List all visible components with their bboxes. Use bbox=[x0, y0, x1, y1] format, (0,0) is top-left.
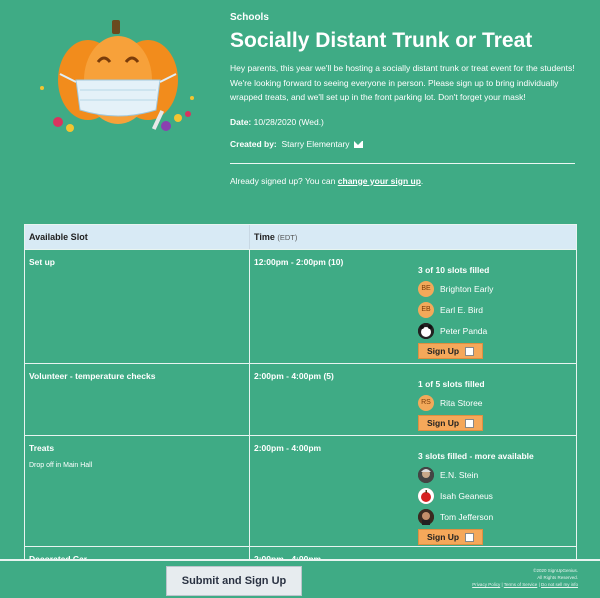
legal-info bbox=[472, 567, 578, 588]
table-row bbox=[25, 364, 576, 436]
person-name: Peter Panda bbox=[440, 325, 488, 336]
event-creator bbox=[230, 139, 575, 149]
avatar: RS bbox=[418, 395, 434, 411]
signup-slots-table bbox=[24, 224, 577, 589]
table-row bbox=[25, 250, 576, 364]
list-item bbox=[418, 278, 573, 299]
sign-up-label: Sign Up bbox=[427, 346, 460, 356]
person-name: Brighton Early bbox=[440, 283, 494, 294]
slots-filled: 1 of 5 slots filled bbox=[418, 379, 485, 389]
column-header-slot: Available Slot bbox=[25, 225, 250, 249]
person-name: Earl E. Bird bbox=[440, 304, 483, 315]
legal-links: Privacy Policy | Terms of Service | Do not sell my info bbox=[472, 582, 578, 587]
terms-of-service-link[interactable]: Terms of Service bbox=[503, 582, 538, 587]
slot-time-cell bbox=[250, 250, 576, 363]
already-text: Already signed up? You can bbox=[230, 175, 336, 186]
slot-time-cell bbox=[250, 364, 576, 435]
person-name: E.N. Stein bbox=[440, 469, 479, 480]
submit-and-sign-up-button[interactable]: Submit and Sign Up bbox=[166, 566, 302, 596]
time-zone: (EDT) bbox=[277, 233, 298, 242]
slot-time: 2:00pm - 4:00pm bbox=[254, 443, 322, 453]
slot-name: Treats bbox=[29, 443, 55, 453]
event-date bbox=[230, 117, 575, 127]
divider bbox=[230, 163, 575, 164]
date-value: 10/28/2020 (Wed.) bbox=[253, 116, 324, 127]
slot-name: Set up bbox=[25, 250, 250, 363]
slot-signups bbox=[418, 265, 573, 359]
list-item bbox=[418, 299, 573, 320]
apple-avatar-icon bbox=[418, 488, 434, 504]
slot-signups bbox=[418, 379, 573, 431]
slot-time-cell bbox=[250, 436, 576, 546]
jefferson-avatar-icon bbox=[418, 509, 434, 525]
person-name: Rita Storee bbox=[440, 397, 483, 408]
sign-up-button[interactable] bbox=[418, 529, 483, 545]
event-info bbox=[230, 10, 575, 186]
person-name: Isah Geaneus bbox=[440, 490, 493, 501]
event-header bbox=[0, 0, 600, 225]
avatar: BE bbox=[418, 281, 434, 297]
sign-up-button[interactable] bbox=[418, 415, 483, 431]
person-name: Tom Jefferson bbox=[440, 511, 494, 522]
footer-bar bbox=[0, 559, 600, 598]
created-by-label: Created by: bbox=[230, 138, 277, 149]
slot-name: Volunteer - temperature checks bbox=[25, 364, 250, 435]
list-item bbox=[418, 485, 573, 506]
change-signup-link[interactable]: change your sign up bbox=[337, 175, 421, 186]
column-header-time bbox=[250, 225, 301, 249]
date-label: Date: bbox=[230, 116, 252, 127]
avatar: EB bbox=[418, 302, 434, 318]
event-category: Schools bbox=[230, 12, 269, 23]
event-title: Socially Distant Trunk or Treat bbox=[230, 29, 533, 52]
list-item bbox=[418, 392, 573, 413]
list-item bbox=[418, 506, 573, 527]
sign-up-checkbox[interactable] bbox=[465, 347, 474, 356]
already-signed-up bbox=[230, 176, 575, 186]
copyright: ©2020 SignUpGenius. bbox=[533, 568, 578, 573]
mail-icon[interactable] bbox=[354, 141, 363, 148]
slot-note: Drop off in Main Hall bbox=[29, 462, 93, 469]
panda-avatar-icon bbox=[418, 323, 434, 339]
time-header-label: Time bbox=[254, 232, 275, 242]
pumpkin-mask-illustration bbox=[28, 18, 208, 148]
do-not-sell-link[interactable]: Do not sell my info bbox=[540, 582, 578, 587]
creator-name: Starry Elementary bbox=[281, 138, 350, 149]
slots-filled: 3 slots filled - more available bbox=[418, 451, 534, 461]
sign-up-label: Sign Up bbox=[427, 532, 460, 542]
table-row bbox=[25, 436, 576, 547]
table-header bbox=[25, 225, 576, 250]
slot-signups bbox=[418, 451, 573, 545]
already-end: . bbox=[420, 175, 424, 186]
list-item bbox=[418, 320, 573, 341]
einstein-avatar-icon bbox=[418, 467, 434, 483]
privacy-policy-link[interactable]: Privacy Policy bbox=[472, 582, 501, 587]
slot-cell bbox=[25, 436, 250, 546]
sign-up-button[interactable] bbox=[418, 343, 483, 359]
list-item bbox=[418, 464, 573, 485]
slot-time: 2:00pm - 4:00pm (5) bbox=[254, 371, 334, 381]
slot-time: 12:00pm - 2:00pm (10) bbox=[254, 257, 344, 267]
sign-up-label: Sign Up bbox=[427, 418, 460, 428]
event-description: Hey parents, this year we'll be hosting a socially distant trunk or treat event for the students! We're looking forward to seeing everyone in person. Please sign up to bring individually wrapped treats, and we'll set up in the front parking lot. Don't forget your mask! bbox=[230, 63, 575, 102]
sign-up-checkbox[interactable] bbox=[465, 419, 474, 428]
rights-reserved: All Rights Reserved. bbox=[537, 575, 578, 580]
sign-up-checkbox[interactable] bbox=[465, 533, 474, 542]
slots-filled: 3 of 10 slots filled bbox=[418, 265, 490, 275]
